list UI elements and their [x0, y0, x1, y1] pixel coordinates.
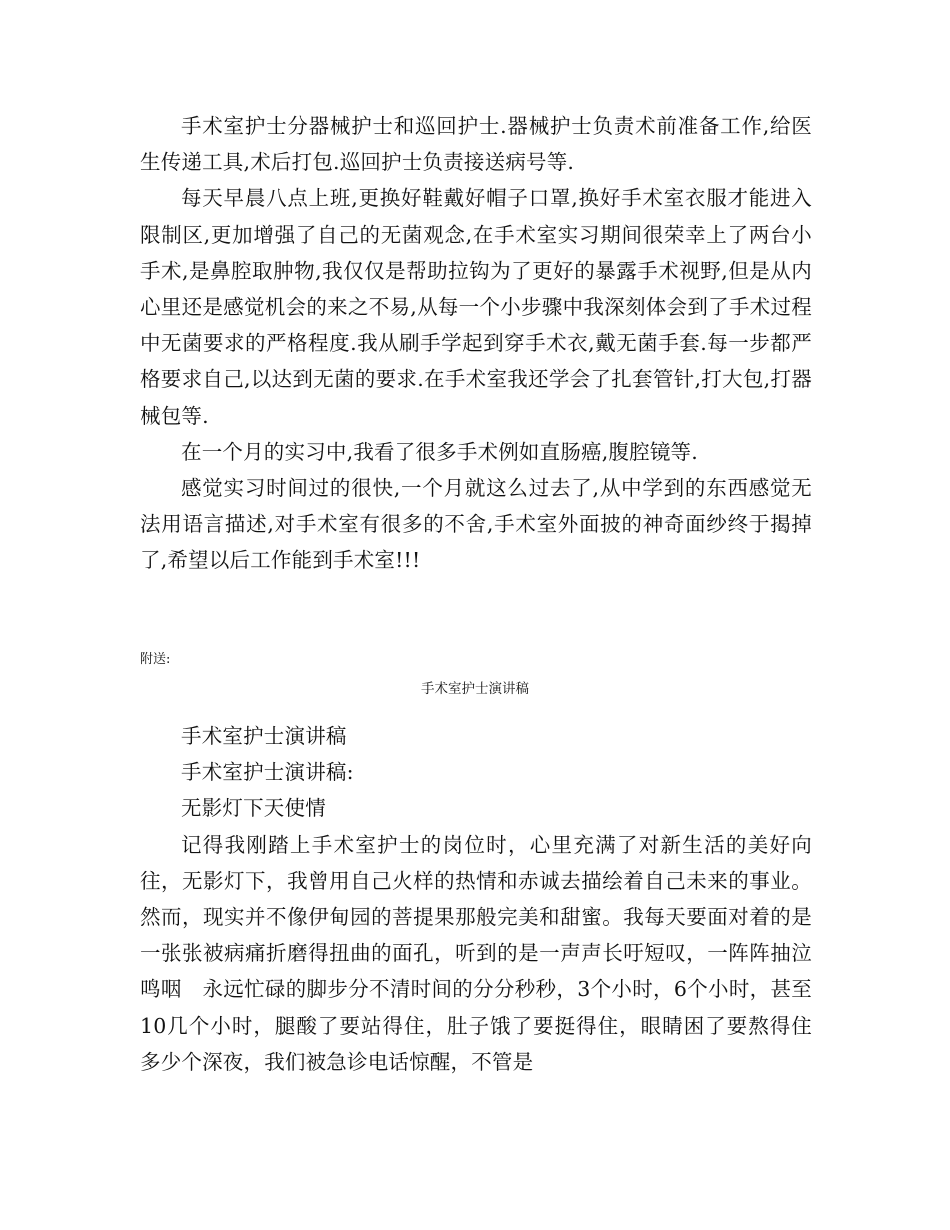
- paragraph-nurse-roles: 手术室护士分器械护士和巡回护士.器械护士负责术前准备工作,给医生传递工具,术后打包.巡回护士负责接送病号等.: [140, 114, 812, 175]
- speech-section: [140, 718, 833, 1080]
- appendix-label: 附送:: [140, 652, 171, 667]
- speech-heading: 手术室护士演讲稿: [181, 724, 347, 748]
- speech-subheading: 手术室护士演讲稿:: [181, 760, 354, 785]
- speech-body-paragraph: 记得我刚踏上手术室护士的岗位时，心里充满了对新生活的美好向往，无影灯下，我曾用自己火样的热情和赤诚去描绘着自己未来的事业。然而，现实并不像伊甸园的菩提果那般完美和甜蜜。我每天要面对着的是一张张被病痛折磨得扭曲的面孔，听到的是一声声长吁短叹，一阵阵抽泣鸣咽 永远忙碌的脚步分不清时间的分分秒秒，3个小时，6个小时，甚至10几个小时，腿酸了要站得住，肚子饿了要挺得住，眼睛困了要熬得住 多少个深夜，我们被急诊电话惊醒，不管是: [140, 832, 833, 1074]
- speech-title: 手术室护士演讲稿: [421, 681, 529, 697]
- speech-theme-line: 无影灯下天使情: [181, 796, 326, 821]
- internship-summary-section: [140, 108, 812, 579]
- paragraph-reflection: 感觉实习时间过的很快,一个月就这么过去了,从中学到的东西感觉无法用语言描述,对手术室有很多的不舍,手术室外面披的神奇面纱终于揭掉了,希望以后工作能到手术室!!!: [140, 476, 812, 573]
- paragraph-daily-routine: 每天早晨八点上班,更换好鞋戴好帽子口罩,换好手术室衣服才能进入限制区,更加增强了自己的无菌观念,在手术室实习期间很荣幸上了两台小手术,是鼻腔取肿物,我仅仅是帮助拉钩为了更好的暴露手术视野,但是从内心里还是感觉机会的来之不易,从每一个小步骤中我深刻体会到了手术过程中无菌要求的严格程度.我从刷手学起到穿手术衣,戴无菌手套.每一步都严格要求自己,以达到无菌的要求.在手术室我还学会了扎套管针,打大包,打器械包等.: [140, 186, 812, 428]
- paragraph-surgeries-observed: 在一个月的实习中,我看了很多手术例如直肠癌,腹腔镜等.: [181, 439, 698, 464]
